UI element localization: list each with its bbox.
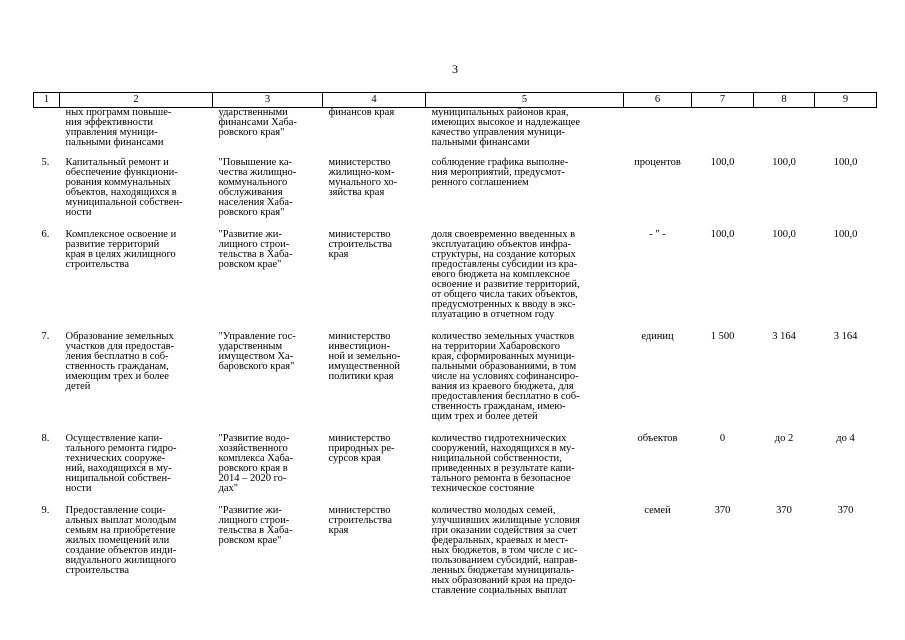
table-row: [34, 328, 877, 430]
unit: единиц: [641, 331, 674, 342]
column-number-header: 1: [34, 93, 60, 108]
program-name: "Развитие жи- лищного строи- тельства в Хаба- ровском крае": [218, 229, 293, 270]
column-number-header: 3: [213, 93, 323, 108]
column-number-header: 2: [60, 93, 213, 108]
value-col7: 100,0: [710, 157, 735, 168]
value-col8: 100,0: [772, 157, 796, 168]
value-col9: 100,0: [833, 157, 858, 168]
row-index: [34, 108, 60, 155]
program-name: "Развитие жи- лищного строи- тельства в Хаба- ровском крае": [218, 505, 293, 546]
table-row: [34, 502, 877, 604]
value-col8: до 2: [774, 433, 794, 444]
event-name: Комплексное освоение и развитие территорий края в целях жилищного строительства: [65, 229, 177, 270]
unit: объектов: [637, 433, 678, 444]
responsible-body: министерство инвестицион- ной и земельно- имущественной политики края: [328, 331, 401, 382]
value-col7: 0: [719, 433, 726, 444]
column-number-header: 4: [323, 93, 426, 108]
value-col9: 100,0: [833, 229, 858, 240]
indicator-name: количество молодых семей, улучшивших жилищные условия при оказании содействия за счет федеральных, краевых и мест- ных бюджетов, в том числе с ис- пользованием субсидий, направ- ленных бюджетам муниципаль- ных образований края на предо- ставление социальных выплат: [431, 505, 580, 596]
column-number-header: 5: [426, 93, 624, 108]
program-name: "Управление гос- ударственным имуществом Ха- баровского края": [218, 331, 296, 372]
unit: процентов: [634, 157, 681, 168]
event-name: Капитальный ремонт и обеспечение функциони- рования коммунальных объектов, находящихся в муниципальной собствен- ности: [65, 157, 183, 218]
event-name: Образование земельных участков для предостав- ления бесплатно в соб- ственность гражданам, имеющим трех и более детей: [65, 331, 175, 392]
column-number-header: 9: [815, 93, 877, 108]
event-name: Предоставление соци- альных выплат молодым семьям на приобретение жилых помещений или создание объектов инди- видуального жилищного строительства: [65, 505, 177, 576]
value-col7: [692, 108, 754, 155]
indicator-name: соблюдение графика выполне- ния мероприятий, предусмот- ренного соглашением: [431, 157, 569, 188]
row-index: 8.: [41, 433, 50, 444]
indicators-table: [33, 92, 877, 604]
table-row: [34, 430, 877, 502]
table-header-row: [34, 93, 877, 108]
row-index: 5.: [41, 157, 50, 168]
responsible-body: министерство природных ре- сурсов края: [328, 433, 395, 464]
page-number: 3: [452, 62, 458, 76]
indicator-name: муниципальных районов края, имеющих высокое и надлежащее качество управления муници- пальными финансами: [431, 107, 581, 148]
row-index: 9.: [41, 505, 50, 516]
responsible-body: финансов края: [328, 107, 395, 118]
value-col7: 370: [714, 505, 731, 516]
responsible-body: министерство жилищно-ком- мунального хо- зяйства края: [328, 157, 398, 198]
column-number-header: 7: [692, 93, 754, 108]
row-index: 6.: [41, 229, 50, 240]
row-index: 7.: [41, 331, 50, 342]
program-name: "Развитие водо- хозяйственного комплекса Хаба- ровского края в 2014 – 2020 го- дах": [218, 433, 293, 494]
column-number-header: 8: [754, 93, 815, 108]
table-row: [34, 226, 877, 328]
program-name: ударственными финансами Хаба- ровского края": [218, 107, 297, 138]
value-col8: 370: [776, 505, 792, 516]
unit: - " -: [649, 229, 666, 240]
value-col9: 3 164: [833, 331, 858, 342]
event-name: ных программ повыше- ния эффективности управления муници- пальными финансами: [65, 107, 172, 148]
value-col9: 370: [837, 505, 854, 516]
unit: [624, 108, 692, 155]
table-row: [34, 154, 877, 226]
event-name: Осуществление капи- тального ремонта гидро- технических сооруже- ний, находящихся в му- ниципальной собствен- ности: [65, 433, 177, 494]
column-number-header: 6: [624, 93, 692, 108]
indicator-name: количество гидротехнических сооружений, находящихся в му- ниципальной собственности, приведенных в результате капи- тального ремонта в безопасное техническое состояние: [431, 433, 575, 494]
responsible-body: министерство строительства края: [328, 505, 393, 536]
table-row-continuation: [34, 108, 877, 155]
value-col9: до 4: [836, 433, 855, 444]
responsible-body: министерство строительства края: [328, 229, 393, 260]
value-col7: 1 500: [710, 331, 735, 342]
value-col8: 3 164: [772, 331, 796, 342]
value-col9: [815, 108, 877, 155]
program-name: "Повышение ка- чества жилищно- коммунального обслуживания населения Хаба- ровского края": [218, 157, 297, 218]
indicator-name: доля своевременно введенных в эксплуатацию объектов инфра- структуры, на создание которых предоставлены субсидии из кра- евого бюджета на комплексное освоение и развитие территорий, от общего числа таких объектов, предусмотренных к вводу в экс- плуатацию в отчетном году: [431, 229, 580, 320]
value-col8: [754, 108, 815, 155]
value-col8: 100,0: [772, 229, 796, 240]
indicator-name: количество земельных участков на территории Хабаровского края, сформированных муници- пальными образованиями, в том числе на условиях софинансиро- вания из краевого бюджета, для предоставления бесплатно в соб- ственность гражданам, имею- щим трех и более детей: [431, 331, 580, 422]
unit: семей: [644, 505, 671, 516]
value-col7: 100,0: [710, 229, 735, 240]
